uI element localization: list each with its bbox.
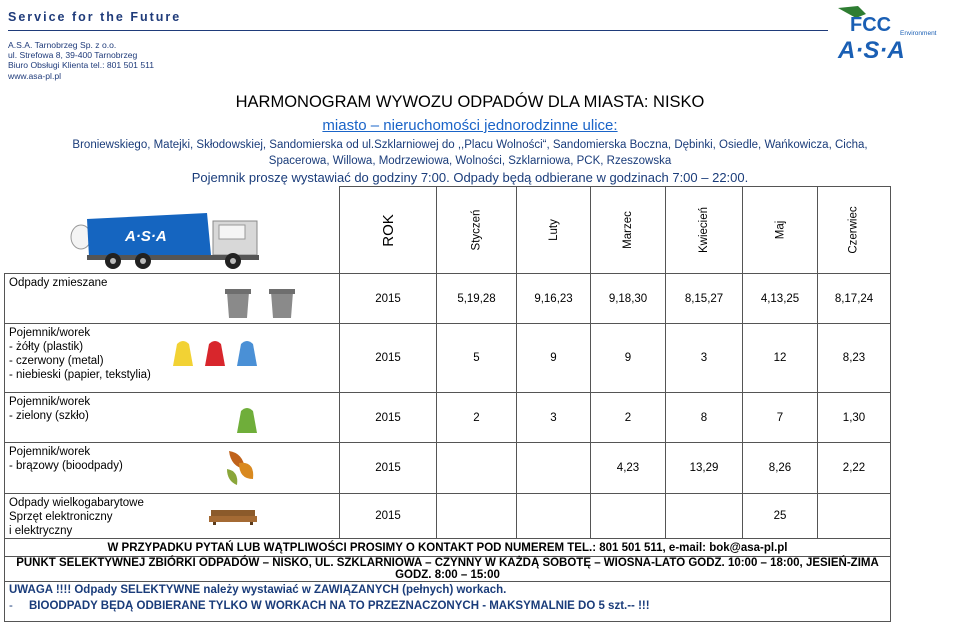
- row-label-line: Odpady wielkogabarytowe: [9, 497, 144, 509]
- streets-line-1: Broniewskiego, Matejki, Skłodowskiej, Sandomierska od ul.Szklarniowej do ,,Placu Wolności“, Sandomierska Boczna, Dębinki, Osiedle, Wańkowicza, Cicha,: [72, 139, 868, 151]
- cell-jun: 8,23: [818, 324, 891, 393]
- cell-apr: 8,15,27: [666, 274, 743, 324]
- warning-dash: -: [9, 600, 13, 612]
- warning-text: BIOODPADY BĘDĄ ODBIERANE TYLKO W WORKACH NA TO PRZEZNACZONYCH - MAKSYMALNIE DO 5 szt.-- !!!: [29, 600, 650, 612]
- warning-line-1: UWAGA !!!! Odpady SELEKTYWNE należy wystawiać w ZAWIĄZANYCH (pełnych) workach.: [9, 584, 507, 596]
- row-label-line: - brązowy (bioodpady): [9, 460, 123, 472]
- cell-jan: 5,19,28: [437, 274, 517, 324]
- punkt-row: [5, 557, 891, 582]
- header-month-5: Maj: [743, 187, 818, 274]
- collection-point-info: PUNKT SELEKTYWNEJ ZBIÓRKI ODPADÓW – NISKO, UL. SZKLARNIOWA – CZYNNY W KAŻDĄ SOBOTĘ – WIOSNA-LATO GODZ. 10:00 – 18:00, JESIEŃ-ZIMA GODZ. 8:00 – 15:00: [5, 557, 891, 582]
- cell-feb: [517, 494, 591, 539]
- cell-apr: 8: [666, 393, 743, 443]
- cell-mar: 9,18,30: [591, 274, 666, 324]
- warning-row: [5, 582, 891, 622]
- cell-jan: 5: [437, 324, 517, 393]
- cell-feb: [517, 443, 591, 494]
- header-month-6: Czerwiec: [818, 187, 891, 274]
- cell-feb: 9,16,23: [517, 274, 591, 324]
- row-label-line: i elektryczny: [9, 525, 73, 537]
- pickup-notice: Pojemnik proszę wystawiać do godziny 7:00. Odpady będą odbierane w godzinach 7:00 – 22:00.: [191, 170, 749, 185]
- cell-mar: 9: [591, 324, 666, 393]
- warning-box: [5, 582, 891, 622]
- cell-mar: 4,23: [591, 443, 666, 494]
- cell-may: 25: [743, 494, 818, 539]
- garbage-truck-icon: [67, 199, 267, 271]
- cell-apr: 3: [666, 324, 743, 393]
- cell-jan: [437, 494, 517, 539]
- row-label-bio: [5, 443, 340, 494]
- contact-info: W PRZYPADKU PYTAŃ LUB WĄTPLIWOŚCI PROSIMY O KONTAKT POD NUMEREM TEL.: 801 501 511, e-mail: bok@asa-pl.pl: [5, 539, 891, 557]
- company-name: A.S.A. Tarnobrzeg Sp. z o.o.: [8, 40, 117, 50]
- contact-row: [5, 539, 891, 557]
- row-year: 2015: [340, 324, 437, 393]
- cell-may: 8,26: [743, 443, 818, 494]
- row-label-line: - czerwony (metal): [9, 355, 104, 367]
- table-row: [5, 324, 891, 393]
- header-month-2: Luty: [517, 187, 591, 274]
- row-label-bulky: [5, 494, 340, 539]
- page-subtitle: miasto – nieruchomości jednorodzinne ulice:: [322, 117, 618, 134]
- table-row: [5, 274, 891, 324]
- row-year: 2015: [340, 393, 437, 443]
- row-label-line: Odpady zmieszane: [9, 277, 108, 289]
- waste-bin-icon: [223, 286, 303, 320]
- row-label-selective: [5, 324, 340, 393]
- cell-jun: 1,30: [818, 393, 891, 443]
- header-month-3: Marzec: [591, 187, 666, 274]
- cell-feb: 9: [517, 324, 591, 393]
- header-month-4: Kwiecień: [666, 187, 743, 274]
- row-label-line: - żółty (plastik): [9, 341, 84, 353]
- warning-line-2: [9, 598, 890, 614]
- sofa-icon: [209, 506, 257, 526]
- streets-line-2: Spacerowa, Willowa, Modrzewiowa, Wolności, Szklarniowa, PCK, Rzeszowska: [268, 155, 672, 167]
- cell-mar: 2: [591, 393, 666, 443]
- row-label-line: Pojemnik/worek: [9, 396, 91, 408]
- fcc-asa-logo: [836, 4, 954, 62]
- row-label-mixed: [5, 274, 340, 324]
- row-year: 2015: [340, 494, 437, 539]
- table-row: [5, 393, 891, 443]
- slogan: Service for the Future: [8, 10, 182, 24]
- logo-asa-text: A·S·A: [838, 37, 905, 62]
- leaves-icon: [223, 447, 259, 487]
- row-label-line: - zielony (szkło): [9, 410, 89, 422]
- row-year: 2015: [340, 274, 437, 324]
- cell-apr: 13,29: [666, 443, 743, 494]
- row-label-line: - niebieski (papier, tekstylia): [9, 369, 151, 381]
- header-month-1: Styczeń: [437, 187, 517, 274]
- cell-may: 12: [743, 324, 818, 393]
- cell-mar: [591, 494, 666, 539]
- header-year: ROK: [340, 187, 437, 274]
- company-address: [8, 40, 154, 81]
- company-office: Biuro Obsługi Klienta tel.: 801 501 511: [8, 60, 155, 71]
- truck-brand-text: A·S·A: [124, 227, 167, 245]
- cell-may: 4,13,25: [743, 274, 818, 324]
- page-title: HARMONOGRAM WYWOZU ODPADÓW DLA MIASTA: NISKO: [235, 93, 705, 111]
- row-label-line: Pojemnik/worek: [9, 327, 91, 339]
- cell-jun: 2,22: [818, 443, 891, 494]
- cell-jun: [818, 494, 891, 539]
- company-web[interactable]: www.asa-pl.pl: [8, 70, 62, 81]
- cell-may: 7: [743, 393, 818, 443]
- streets-list: [0, 137, 940, 169]
- cell-jun: 8,17,24: [818, 274, 891, 324]
- logo-environment-text: Environment: [900, 30, 937, 37]
- header-divider: [8, 30, 828, 31]
- truck-cell: [5, 187, 340, 274]
- row-year: 2015: [340, 443, 437, 494]
- colored-bags-icon: [171, 336, 263, 370]
- cell-feb: 3: [517, 393, 591, 443]
- green-bag-icon: [233, 403, 261, 435]
- logo-fcc-text: FCC: [850, 14, 892, 36]
- cell-apr: [666, 494, 743, 539]
- table-row: [5, 443, 891, 494]
- row-label-glass: [5, 393, 340, 443]
- schedule-table: [4, 186, 891, 622]
- cell-jan: 2: [437, 393, 517, 443]
- table-row: [5, 494, 891, 539]
- row-label-line: Sprzęt elektroniczny: [9, 511, 113, 523]
- cell-jan: [437, 443, 517, 494]
- row-label-line: Pojemnik/worek: [9, 446, 91, 458]
- company-street: ul. Strefowa 8, 39-400 Tarnobrzeg: [8, 50, 138, 61]
